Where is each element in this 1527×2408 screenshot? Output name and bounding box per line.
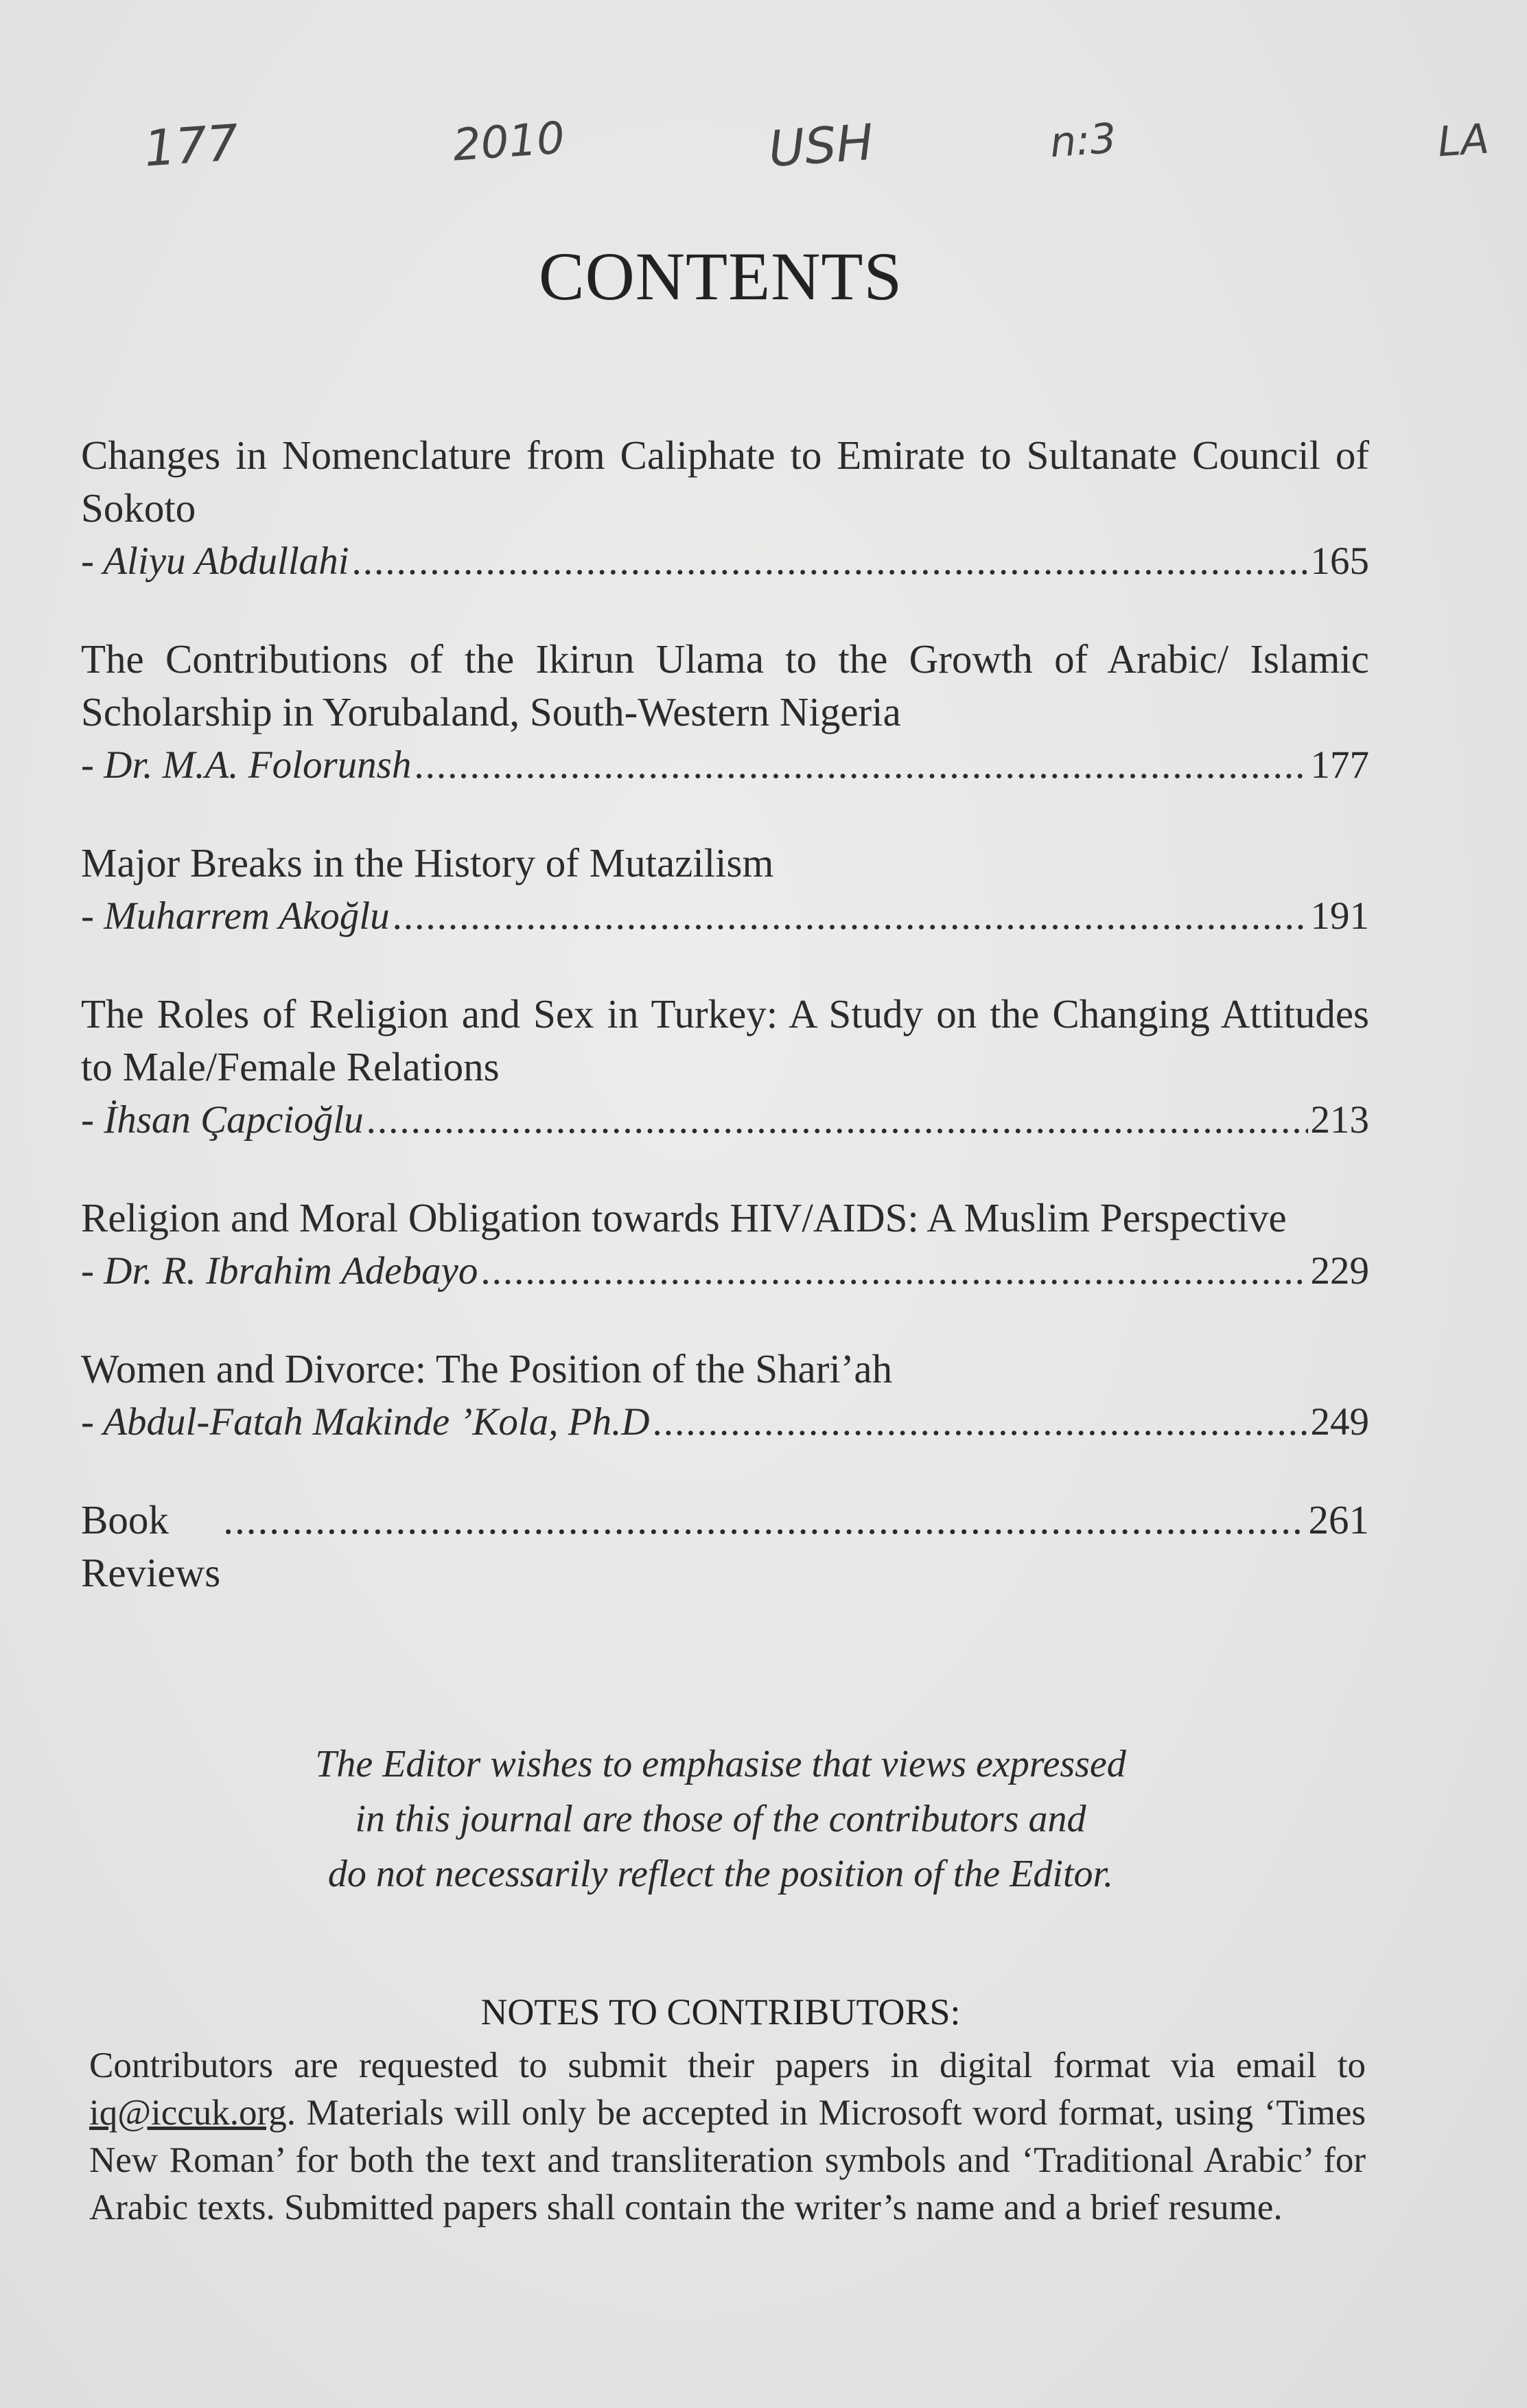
notes-heading: NOTES TO CONTRIBUTORS: — [480, 1991, 961, 2033]
author-line — [81, 739, 1369, 791]
article-author: - Dr. M.A. Folorunsh — [81, 743, 412, 787]
page-number: 177 — [1310, 743, 1369, 787]
contents-entry — [81, 988, 1369, 1146]
handwritten-number: 177 — [142, 113, 241, 178]
author-line — [81, 890, 1369, 942]
article-title: Changes in Nomenclature from Caliphate to Emirate to Sultanate Council of Sokoto — [81, 432, 1369, 531]
leader-dots — [393, 890, 1308, 942]
leader-dots — [480, 1244, 1307, 1297]
leader-dots — [352, 535, 1308, 588]
disclaimer-line: in this journal are those of the contributors and — [355, 1798, 1086, 1840]
notes-body — [89, 2042, 1366, 2232]
article-title: Women and Divorce: The Position of the Shari’ah — [81, 1346, 893, 1391]
page-number: 191 — [1310, 894, 1369, 938]
article-author: - Muharrem Akoğlu — [81, 894, 390, 938]
leader-dots — [414, 739, 1307, 791]
article-title: Major Breaks in the History of Mutazilism — [81, 840, 774, 885]
contents-entry — [81, 837, 1369, 942]
leader-dots — [652, 1396, 1307, 1448]
author-line — [81, 1244, 1369, 1297]
author-line — [81, 535, 1369, 588]
article-author: - Dr. R. Ibrahim Adebayo — [81, 1249, 478, 1293]
article-author: - İhsan Çapcioğlu — [81, 1098, 364, 1142]
page-number: 165 — [1310, 540, 1369, 583]
leader-dots — [366, 1093, 1308, 1146]
contents-entry — [81, 1192, 1369, 1297]
article-title: Religion and Moral Obligation towards HIV/AIDS: A Muslim Perspective — [81, 1195, 1287, 1240]
disclaimer-line: The Editor wishes to emphasise that views expressed — [315, 1743, 1126, 1785]
contents-list — [81, 429, 1369, 1645]
handwritten-annotations — [0, 113, 1527, 192]
contents-entry — [81, 633, 1369, 791]
contents-entry — [81, 429, 1369, 588]
page-number: 213 — [1310, 1098, 1369, 1142]
page-number: 249 — [1310, 1400, 1369, 1444]
article-author: - Aliyu Abdullahi — [81, 540, 349, 583]
handwritten-code: USH — [767, 113, 876, 178]
disclaimer-line: do not necessarily reflect the position of the Editor. — [327, 1853, 1114, 1895]
book-reviews-line — [81, 1494, 1369, 1599]
page-number: 229 — [1310, 1249, 1369, 1293]
author-line — [81, 1396, 1369, 1448]
handwritten-issue: n:3 — [1048, 114, 1118, 167]
page-number: 261 — [1308, 1497, 1369, 1542]
article-title: The Contributions of the Ikirun Ulama to the Growth of Arabic/ Islamic Scholarship in Yorubaland, South-Western Nigeria — [81, 636, 1369, 734]
handwritten-year: 2010 — [451, 113, 567, 172]
page-title: CONTENTS — [538, 238, 903, 314]
book-reviews-label: Book Reviews — [81, 1497, 221, 1595]
email-link[interactable]: iq@iccuk.org — [89, 2093, 287, 2133]
article-title: The Roles of Religion and Sex in Turkey: A Study on the Changing Attitudes to Male/Female Relations — [81, 991, 1369, 1089]
notes-text: Contributors are requested to submit their papers in digital format via email to — [89, 2046, 1366, 2085]
handwritten-mark: LA — [1436, 115, 1491, 167]
contents-entry — [81, 1343, 1369, 1448]
notes-text: . Materials will only be accepted in Microsoft word format, using ‘Times New Roman’ for both the text and transliteration symbols and ‘Traditional Arabic’ for Arabic texts. Submitted papers shall contain the writer’s name and a brief resume. — [89, 2093, 1366, 2227]
editor-disclaimer — [0, 1737, 1441, 1901]
leader-dots — [223, 1494, 1305, 1547]
author-line — [81, 1093, 1369, 1146]
article-author: - Abdul-Fatah Makinde ’Kola, Ph.D — [81, 1400, 650, 1444]
book-reviews-entry — [81, 1494, 1369, 1599]
